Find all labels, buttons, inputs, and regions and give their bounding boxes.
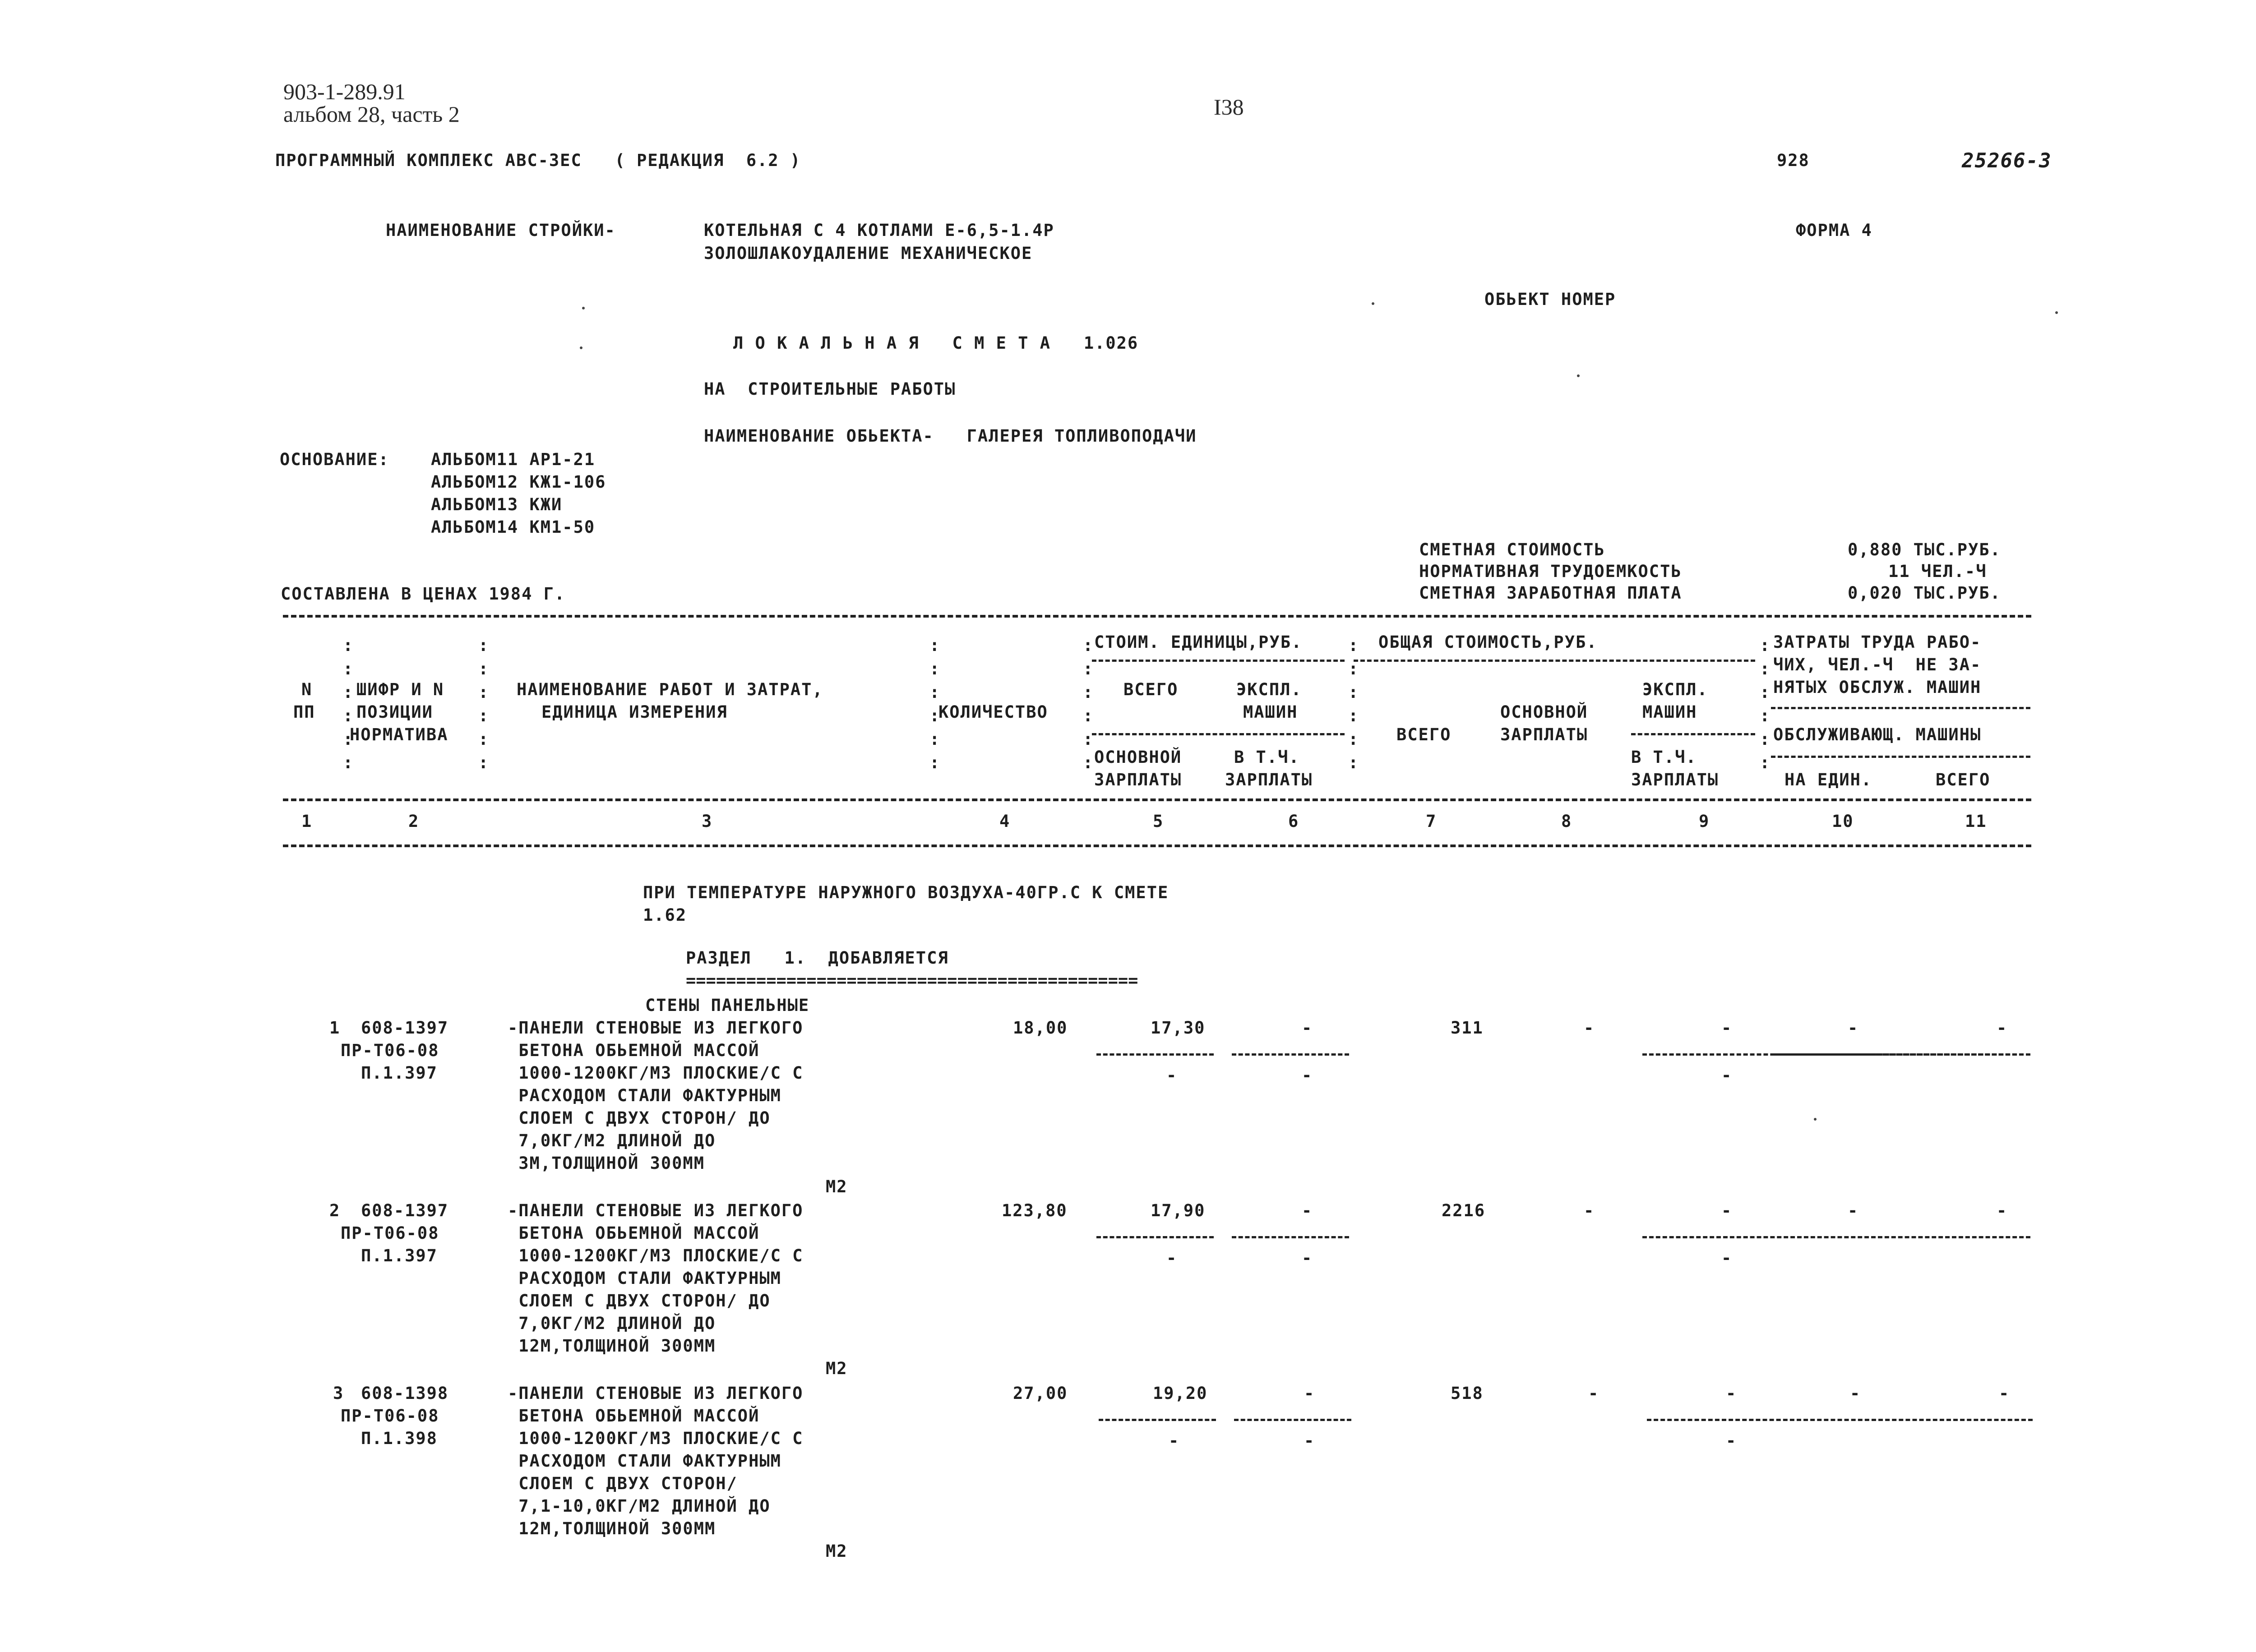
row-rule	[1232, 1236, 1349, 1238]
header-unit-incl: В Т.Ч.	[1234, 748, 1300, 767]
header-labor: НЯТЫХ ОБСЛУЖ. МАШИН	[1773, 678, 1982, 697]
row-description: 1000-1200КГ/М3 ПЛОСКИЕ/С С	[508, 1429, 804, 1448]
header-labor: ОБСЛУЖИВАЮЩ. МАШИНЫ	[1773, 725, 1982, 744]
row-description: РАСХОДОМ СТАЛИ ФАКТУРНЫМ	[508, 1451, 781, 1471]
row-description: 12М,ТОЛЩИНОЙ 300ММ	[508, 1519, 716, 1538]
header-rule	[1771, 707, 2030, 709]
prices-note: СОСТАВЛЕНА В ЦЕНАХ 1984 Г.	[281, 584, 566, 604]
row-unit-incl: -	[1302, 1066, 1313, 1085]
header-unit-mach: МАШИН	[1243, 702, 1298, 722]
row-rule	[1096, 1236, 1214, 1238]
row-total-mach: -	[1721, 1201, 1733, 1220]
program-line: ПРОГРАММНЫЙ КОМПЛЕКС АВС-3ЕС ( РЕДАКЦИЯ 6.2 )	[275, 151, 801, 170]
row-code: ПР-Т06-08	[341, 1223, 439, 1243]
sheet-number: 928	[1777, 151, 1810, 170]
summary-value-cost: 0,880 ТЫС.РУБ.	[1848, 540, 2001, 559]
header-rule	[1771, 756, 2030, 758]
column-number: 9	[1699, 812, 1710, 831]
row-unit-base: -	[1169, 1431, 1180, 1450]
group-title: СТЕНЫ ПАНЕЛЬНЫЕ	[645, 996, 810, 1015]
row-labor-unit: -	[1848, 1018, 1859, 1038]
row-unit-incl: -	[1304, 1431, 1315, 1450]
row-quantity: 123,80	[1002, 1201, 1068, 1220]
header-unit-total: ВСЕГО	[1123, 680, 1179, 699]
project-name-line2: ЗОЛОШЛАКОУДАЛЕНИЕ МЕХАНИЧЕСКОЕ	[704, 244, 1033, 263]
summary-value-labor: 11 ЧЕЛ.-Ч	[1888, 562, 1987, 581]
header-rule	[1092, 733, 1345, 735]
row-rule	[1096, 1053, 1214, 1056]
header-bottom-rule	[283, 798, 2031, 801]
header-total-incl: ЗАРПЛАТЫ	[1631, 770, 1719, 789]
header-code-line: НОРМАТИВА	[350, 725, 448, 744]
col-separator: : : : : : :	[343, 636, 354, 772]
row-labor-total: -	[1999, 1384, 2010, 1403]
row-code: ПР-Т06-08	[341, 1406, 439, 1426]
row-description: 7,1-10,0КГ/М2 ДЛИНОЙ ДО	[508, 1496, 771, 1516]
row-total-base: -	[1584, 1201, 1595, 1220]
basis-line: АЛЬБОМ14 КМ1-50	[431, 517, 596, 537]
row-total: 2216	[1442, 1201, 1486, 1220]
row-number: 2	[329, 1201, 341, 1220]
estimate-title: Л О К А Л Ь Н А Я С М Е Т А 1.026	[733, 333, 1139, 353]
row-labor-unit: -	[1848, 1201, 1859, 1220]
row-total: 518	[1451, 1384, 1484, 1403]
row-code: 608-1397	[361, 1018, 449, 1038]
column-number: 3	[702, 812, 713, 831]
row-description: БЕТОНА ОБЬЕМНОЙ МАССОЙ	[508, 1223, 760, 1243]
column-number: 1	[301, 812, 313, 831]
header-rule	[1631, 733, 1755, 735]
row-description: -ПАНЕЛИ СТЕНОВЫЕ ИЗ ЛЕГКОГО	[508, 1384, 804, 1403]
header-unit-cost-group: СТОИМ. ЕДИНИЦЫ,РУБ.	[1094, 632, 1303, 652]
project-label: НАИМЕНОВАНИЕ СТРОЙКИ-	[386, 221, 616, 240]
row-description: 7,0КГ/М2 ДЛИНОЙ ДО	[508, 1314, 716, 1333]
row-unit-total: 17,90	[1151, 1201, 1206, 1220]
row-code: П.1.397	[361, 1246, 438, 1265]
form-label: ФОРМА 4	[1796, 221, 1872, 240]
section-title: РАЗДЕЛ 1. ДОБАВЛЯЕТСЯ	[686, 948, 949, 968]
scan-speck	[582, 307, 585, 309]
condition-line: 1.62	[643, 905, 687, 925]
object-name: НАИМЕНОВАНИЕ ОБЬЕКТА- ГАЛЕРЕЯ ТОПЛИВОПОДАЧИ	[704, 426, 1197, 446]
scan-speck	[1814, 1118, 1817, 1121]
header-code-line: ШИФР И N	[356, 680, 444, 699]
header-labor: ЧИХ, ЧЕЛ.-Ч НЕ ЗА-	[1773, 655, 1982, 674]
row-description: БЕТОНА ОБЬЕМНОЙ МАССОЙ	[508, 1041, 760, 1060]
header-unit-base: ЗАРПЛАТЫ	[1094, 770, 1182, 789]
header-code-line: ПОЗИЦИИ	[356, 702, 433, 722]
row-code: 608-1398	[361, 1384, 449, 1403]
row-rule	[1234, 1419, 1351, 1421]
column-number: 4	[999, 812, 1011, 831]
header-total-base: ЗАРПЛАТЫ	[1500, 725, 1588, 744]
header-work-name: НАИМЕНОВАНИЕ РАБОТ И ЗАТРАТ,	[517, 680, 823, 699]
row-total: 311	[1451, 1018, 1484, 1038]
header-unit: ЕДИНИЦА ИЗМЕРЕНИЯ	[541, 702, 728, 722]
object-number-label: ОБЬЕКТ НОМЕР	[1484, 290, 1616, 309]
row-labor-total: -	[1997, 1018, 2008, 1038]
summary-label-cost: СМЕТНАЯ СТОИМОСТЬ	[1419, 540, 1605, 559]
row-description: -ПАНЕЛИ СТЕНОВЫЕ ИЗ ЛЕГКОГО	[508, 1201, 804, 1220]
section-underline: =============================================	[686, 971, 1138, 990]
row-description: РАСХОДОМ СТАЛИ ФАКТУРНЫМ	[508, 1086, 781, 1105]
numbers-bottom-rule	[283, 844, 2031, 847]
row-unit: М2	[826, 1359, 848, 1378]
row-description: -ПАНЕЛИ СТЕНОВЫЕ ИЗ ЛЕГКОГО	[508, 1018, 804, 1038]
row-number: 3	[333, 1384, 344, 1403]
row-rule	[1647, 1419, 2033, 1421]
row-code: П.1.398	[361, 1429, 438, 1448]
header-total-base: ОСНОВНОЙ	[1500, 702, 1588, 722]
row-total-incl: -	[1726, 1431, 1737, 1450]
summary-value-wages: 0,020 ТЫС.РУБ.	[1848, 583, 2001, 603]
header-unit-incl: ЗАРПЛАТЫ	[1225, 770, 1313, 789]
row-description: БЕТОНА ОБЬЕМНОЙ МАССОЙ	[508, 1406, 760, 1426]
scan-speck	[1577, 374, 1580, 377]
row-description: СЛОЕМ С ДВУХ СТОРОН/ ДО	[508, 1108, 771, 1128]
header-n: N	[301, 680, 313, 699]
header-total-all: ВСЕГО	[1396, 725, 1452, 744]
row-total-incl: -	[1721, 1066, 1733, 1085]
column-number: 10	[1832, 812, 1854, 831]
row-description: 1000-1200КГ/М3 ПЛОСКИЕ/С С	[508, 1063, 804, 1083]
row-total-base: -	[1584, 1018, 1595, 1038]
row-unit-base: -	[1166, 1066, 1178, 1085]
column-number: 5	[1153, 812, 1164, 831]
row-code: ПР-Т06-08	[341, 1041, 439, 1060]
row-description: 7,0КГ/М2 ДЛИНОЙ ДО	[508, 1131, 716, 1150]
row-code: 608-1397	[361, 1201, 449, 1220]
header-total-incl: В Т.Ч.	[1631, 748, 1697, 767]
column-number: 7	[1426, 812, 1437, 831]
basis-label: ОСНОВАНИЕ:	[280, 450, 389, 469]
scan-speck	[2055, 311, 2058, 314]
row-unit-total: 19,20	[1153, 1384, 1208, 1403]
row-quantity: 27,00	[1013, 1384, 1068, 1403]
row-description: РАСХОДОМ СТАЛИ ФАКТУРНЫМ	[508, 1269, 781, 1288]
row-total-mach: -	[1721, 1018, 1733, 1038]
basis-line: АЛЬБОМ11 АР1-21	[431, 450, 596, 469]
row-unit: М2	[826, 1541, 848, 1561]
album-part: альбом 28, часть 2	[283, 102, 460, 127]
header-quantity: КОЛИЧЕСТВО	[938, 702, 1048, 722]
column-number: 6	[1288, 812, 1299, 831]
basis-line: АЛЬБОМ12 КЖ1-106	[431, 472, 606, 492]
header-labor-unit: НА ЕДИН.	[1784, 770, 1872, 789]
row-unit-base: -	[1166, 1248, 1178, 1268]
header-rule	[1354, 660, 1755, 662]
col-separator: : : : : : :	[1760, 636, 1771, 772]
document-code: 903-1-289.91	[283, 79, 406, 104]
scan-speck	[1372, 302, 1374, 305]
row-total-mach: -	[1726, 1384, 1737, 1403]
column-number: 11	[1965, 812, 1987, 831]
header-unit-mach: ЭКСПЛ.	[1236, 680, 1302, 699]
col-separator: : : : : : :	[1083, 636, 1094, 772]
header-unit-base: ОСНОВНОЙ	[1094, 748, 1182, 767]
header-labor: ЗАТРАТЫ ТРУДА РАБО-	[1773, 632, 1982, 652]
row-rule	[1232, 1053, 1349, 1056]
row-unit-mach: -	[1302, 1018, 1313, 1038]
col-separator: : : : : : :	[929, 636, 941, 772]
summary-label-labor: НОРМАТИВНАЯ ТРУДОЕМКОСТЬ	[1419, 562, 1682, 581]
row-unit: М2	[826, 1177, 848, 1196]
row-labor-total: -	[1997, 1201, 2008, 1220]
row-total-incl: -	[1721, 1248, 1733, 1268]
row-rule	[1773, 1053, 2030, 1056]
row-description: СЛОЕМ С ДВУХ СТОРОН/ ДО	[508, 1291, 771, 1311]
row-code: П.1.397	[361, 1063, 438, 1083]
summary-label-wages: СМЕТНАЯ ЗАРАБОТНАЯ ПЛАТА	[1419, 583, 1682, 603]
column-number: 8	[1561, 812, 1572, 831]
project-name-line1: КОТЕЛЬНАЯ С 4 КОТЛАМИ Е-6,5-1.4Р	[704, 221, 1054, 240]
table-top-rule	[283, 615, 2031, 618]
row-quantity: 18,00	[1013, 1018, 1068, 1038]
row-description: 1000-1200КГ/М3 ПЛОСКИЕ/С С	[508, 1246, 804, 1265]
row-rule	[1642, 1236, 2030, 1238]
scan-speck	[580, 346, 582, 349]
works-type: НА СТРОИТЕЛЬНЫЕ РАБОТЫ	[704, 379, 956, 399]
row-description: 12М,ТОЛЩИНОЙ 300ММ	[508, 1336, 716, 1356]
row-unit-mach: -	[1302, 1201, 1313, 1220]
header-pp: ПП	[293, 702, 315, 722]
row-rule	[1099, 1419, 1216, 1421]
col-separator: : : : : : :	[478, 636, 490, 772]
row-unit-mach: -	[1304, 1384, 1315, 1403]
header-rule	[1092, 660, 1345, 662]
header-total-mach: МАШИН	[1642, 702, 1697, 722]
row-number: 1	[329, 1018, 341, 1038]
row-description: СЛОЕМ С ДВУХ СТОРОН/	[508, 1474, 738, 1493]
row-unit-incl: -	[1302, 1248, 1313, 1268]
row-labor-unit: -	[1850, 1384, 1861, 1403]
col-separator: : : : : : :	[1348, 636, 1359, 772]
header-total-mach: ЭКСПЛ.	[1642, 680, 1708, 699]
header-labor-total: ВСЕГО	[1936, 770, 1991, 789]
header-total-cost-group: ОБЩАЯ СТОИМОСТЬ,РУБ.	[1378, 632, 1598, 652]
archive-number: 25266-3	[1962, 149, 2052, 172]
column-number: 2	[408, 812, 420, 831]
row-total-base: -	[1588, 1384, 1600, 1403]
basis-line: АЛЬБОМ13 КЖИ	[431, 495, 563, 514]
page-number: I38	[1214, 94, 1244, 120]
row-unit-total: 17,30	[1151, 1018, 1206, 1038]
condition-line: ПРИ ТЕМПЕРАТУРЕ НАРУЖНОГО ВОЗДУХА-40ГР.С К СМЕТЕ	[643, 883, 1169, 902]
row-description: 3М,ТОЛЩИНОЙ 300ММ	[508, 1154, 705, 1173]
